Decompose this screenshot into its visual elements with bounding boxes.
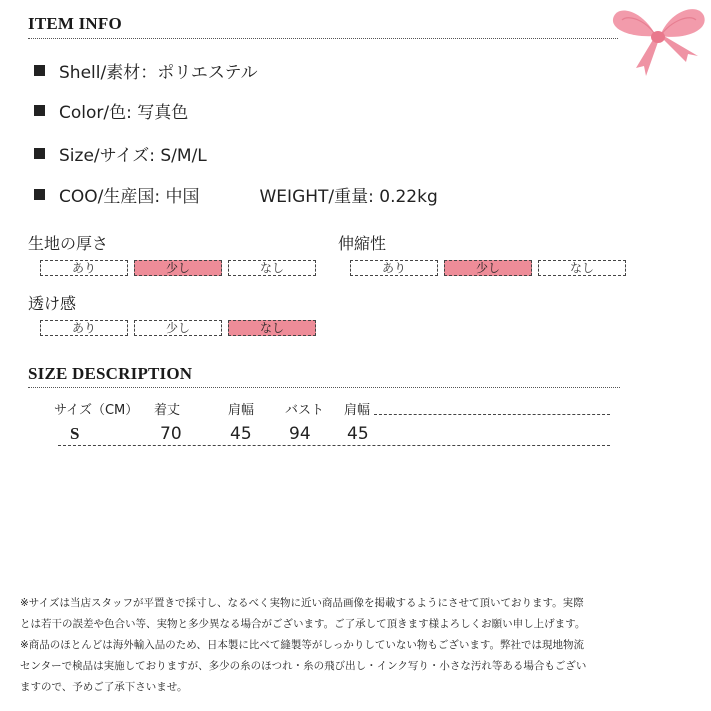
pink-ribbon-bow-icon <box>606 2 710 78</box>
header-rule <box>374 414 610 415</box>
info-coo-text: COO/生産国: 中国 <box>59 187 200 207</box>
note-line-1: ※サイズは当店スタッフが平置きで採寸し、なるべく実物に近い商品画像を掲載するようにさせて頂いております。実際 <box>20 597 584 609</box>
size-header-size: サイズ（CM） <box>54 403 139 418</box>
bullet-icon <box>34 189 45 200</box>
info-shell-text: Shell/素材：ポリエステル <box>59 63 258 83</box>
thickness-option-ari: あり <box>40 260 128 276</box>
note-line-2: とは若干の誤差や色合い等、実物と多少異なる場合がございます。ご了承して頂きます様よろしくお願い申し上げます。 <box>20 618 586 630</box>
bullet-icon <box>34 148 45 159</box>
size-cell-shoulder: 45 <box>230 424 252 444</box>
size-header-length: 着丈 <box>154 403 181 418</box>
transparency-option-ari: あり <box>40 320 128 336</box>
size-cell-s: S <box>70 424 80 443</box>
size-description-title: SIZE DESCRIPTION <box>28 364 193 383</box>
info-row-shell <box>34 58 258 83</box>
stretch-option-ari: あり <box>350 260 438 276</box>
row-rule <box>58 445 610 446</box>
size-cell-shoulder-2: 45 <box>347 424 369 444</box>
info-row-coo <box>34 182 438 207</box>
info-color-text: Color/色: 写真色 <box>59 103 189 123</box>
transparency-label: 透け感 <box>28 294 77 313</box>
bullet-icon <box>34 105 45 116</box>
thickness-option-sukoshi: 少し <box>134 260 222 276</box>
item-info-divider <box>28 38 618 39</box>
size-header-bust: バスト <box>285 403 325 418</box>
note-line-4: センターで検品は実施しておりますが、多少の糸のほつれ・糸の飛び出し・インク写り・小さな汚れ等ある場合もござい <box>20 660 587 672</box>
thickness-label: 生地の厚さ <box>28 234 109 253</box>
size-cell-bust: 94 <box>289 424 311 444</box>
size-header-shoulder-2: 肩幅 <box>344 403 371 418</box>
thickness-option-nashi: なし <box>228 260 316 276</box>
size-header-shoulder: 肩幅 <box>228 403 255 418</box>
note-line-5: ますので、予めご了承下さいませ。 <box>20 681 188 693</box>
stretch-label: 伸縮性 <box>338 234 387 253</box>
stretch-option-sukoshi: 少し <box>444 260 532 276</box>
info-row-size <box>34 141 207 166</box>
transparency-option-sukoshi: 少し <box>134 320 222 336</box>
info-row-color <box>34 98 188 123</box>
size-description-divider <box>28 387 620 388</box>
info-size-text: Size/サイズ: S/M/L <box>59 146 207 166</box>
bullet-icon <box>34 65 45 76</box>
note-line-3: ※商品のほとんどは海外輸入品のため、日本製に比べて縫製等がしっかりしていない物もございます。弊社では現地物流 <box>20 639 585 651</box>
info-weight-text: WEIGHT/重量: 0.22kg <box>259 187 438 207</box>
size-cell-length: 70 <box>160 424 182 444</box>
item-info-title: ITEM INFO <box>28 14 122 33</box>
stretch-option-nashi: なし <box>538 260 626 276</box>
transparency-option-nashi: なし <box>228 320 316 336</box>
